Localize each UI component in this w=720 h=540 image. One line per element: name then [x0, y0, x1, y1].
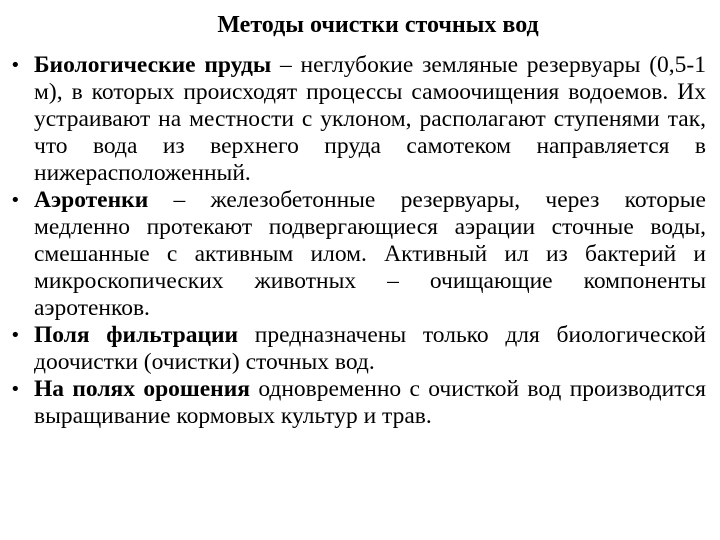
bullet-text: – неглубокие земляные резервуары (0,5-1 м), в которых происходят процессы самоочищения водоемов. Их устраивают на местности с уклоном, располагают ступенями так, что вода из верхнего пруда самотеком направляется в нижерасположенный.	[34, 52, 706, 186]
bullet-filtration-fields	[0, 322, 720, 376]
bullet-irrigation-fields	[0, 376, 720, 430]
bullet-term: Биологические пруды	[34, 52, 272, 78]
bullet-term: На полях орошения	[34, 376, 250, 402]
bullet-biological-ponds	[0, 52, 720, 187]
bullet-list	[0, 52, 720, 430]
bullet-text: – железобетонные резервуары, через которые медленно протекают подвергающиеся аэрации сточные воды, смешанные с активным илом. Активный ил из бактерий и микроскопических животных – очищающие компоненты аэротенков.	[34, 187, 706, 321]
bullet-text: предназначены только для биологической доочистки (очистки) сточных вод.	[34, 322, 706, 375]
bullet-aerotanks	[0, 187, 720, 322]
bullet-text: одновременно с очисткой вод производится выращивание кормовых культур и трав.	[34, 376, 706, 429]
slide-title: Методы очистки сточных вод	[217, 12, 539, 38]
bullet-term: Поля фильтрации	[34, 322, 239, 348]
bullet-term: Аэротенки	[34, 187, 149, 213]
